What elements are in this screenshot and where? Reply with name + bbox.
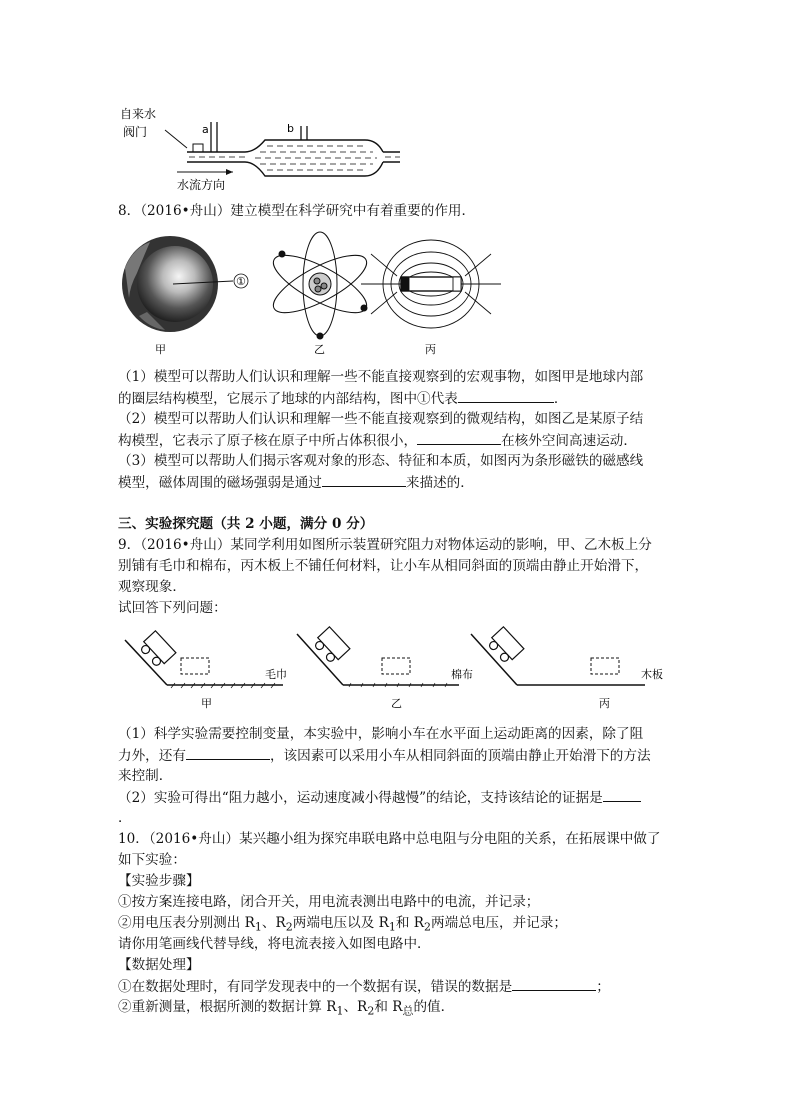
flow-label: 水流方向: [177, 178, 226, 192]
q8-figures: [115, 228, 515, 360]
data-heading: 【数据处理】: [118, 957, 200, 973]
label-b: b: [287, 122, 294, 135]
q8-p3-line2: 模型，磁体周围的磁场强弱是通过 来描述的．: [118, 472, 474, 493]
answer-blank-4[interactable]: [186, 745, 270, 760]
water-dashes: [189, 146, 400, 170]
q9-p2-line1: （2）实验可得出“阻力越小，运动速度减小得越慢”的结论，支持该结论的证据是: [118, 787, 641, 808]
q9-figure: [115, 622, 675, 718]
valve-body: [193, 144, 203, 152]
q8-p3-line1: （3）模型可以帮助人们揭示客观对象的形态、特征和本质，如图丙为条形磁铁的磁感线: [118, 453, 644, 469]
answer-blank-2[interactable]: [417, 430, 501, 445]
q9-p1-line3: 来控制．: [118, 768, 173, 784]
answer-blank-5[interactable]: [603, 787, 641, 802]
q8-p2-line1: （2）模型可以帮助人们认识和理解一些不能直接观察到的微观结构，如图乙是某原子结: [118, 411, 644, 427]
q9-fig-label-bing: 丙: [599, 697, 610, 710]
surface-label-board: 木板: [641, 668, 663, 681]
fig-label-jia: 甲: [155, 343, 166, 356]
answer-blank-6[interactable]: [512, 976, 596, 991]
q8-p1-line2: 的圈层结构模型，它展示了地球的内部结构，图中①代表 ．: [118, 388, 567, 409]
data-1: ①在数据处理时，有同学发现表中的一个数据有误，错误的数据是 ；: [118, 976, 610, 997]
flow-arrow-head: [226, 169, 233, 175]
step-3: 请你用笔画线代替导线，将电流表接入如图电路中．: [118, 936, 431, 952]
answer-blank-3[interactable]: [322, 472, 406, 487]
water-pipe-figure: [115, 100, 405, 195]
q9-line3: 观察现象．: [118, 579, 186, 595]
q9-p2-line2: ．: [118, 810, 132, 826]
magnet-field-model: [361, 240, 501, 328]
q9-p1-line1: （1）科学实验需要控制变量，本实验中，影响小车在水平面上运动距离的因素，除了阻: [118, 726, 644, 742]
step-2: ②用电压表分别测出 $R_1$、$R_2$两端电压以及 $R_1$和 $R_2$两端总电压，并记录；: [118, 915, 567, 934]
step-1: ①按方案连接电路，闭合开关，用电流表测出电路中的电流，并记录；: [118, 894, 540, 910]
q9-line1: 9．（2016•舟山）某同学利用如图所示装置研究阻力对物体运动的影响，甲、乙木板上分: [118, 537, 652, 553]
q9-prompt: 试回答下列问题：: [118, 600, 227, 616]
section-heading: 三、实验探究题（共 2 小题，满分 0 分）: [118, 516, 374, 532]
q9-line2: 别铺有毛巾和棉布，丙木板上不铺任何材料，让小车从相同斜面的顶端由静止开始滑下，: [118, 558, 649, 574]
q10-line1: 10．（2016•舟山）某兴趣小组为探究串联电路中总电阻与分电阻的关系，在拓展课中做了: [118, 831, 661, 847]
surface-label-cotton: 棉布: [451, 668, 473, 681]
data-2: ②重新测量，根据所测的数据计算 $R_1$、$R_2$和 $R_总$的值．: [118, 999, 455, 1018]
ramp-setup-jia: [125, 631, 283, 688]
atom-model: [266, 232, 374, 339]
valve-label-line2: 阀门: [123, 125, 148, 139]
ramp-setup-yi: [297, 627, 459, 687]
q9-fig-label-yi: 乙: [391, 697, 402, 710]
valve-label-line1: 自来水: [120, 107, 157, 121]
q9-p1-line2: 力外，还有 ，该因素可以采用小车从相同斜面的顶端由静止开始滑下的方法: [118, 745, 651, 766]
earth-marker: ①: [236, 275, 246, 288]
valve-pointer: [165, 130, 187, 148]
steps-heading: 【实验步骤】: [118, 873, 200, 889]
q8-title: 8．（2016•舟山）建立模型在科学研究中有着重要的作用．: [118, 203, 476, 219]
q8-p1-line1: （1）模型可以帮助人们认识和理解一些不能直接观察到的宏观事物，如图甲是地球内部: [118, 369, 644, 385]
fig-label-bing: 丙: [425, 343, 436, 356]
q8-p2-line2: 构模型，它表示了原子核在原子中所占体积很小， 在核外空间高速运动．: [118, 430, 637, 451]
surface-label-towel: 毛巾: [265, 668, 287, 681]
fig-label-yi: 乙: [314, 343, 325, 356]
ramp-setup-bing: [471, 627, 645, 685]
label-a: a: [202, 123, 209, 136]
answer-blank-1[interactable]: [458, 388, 554, 403]
earth-model: [122, 236, 248, 332]
q10-line2: 如下实验：: [118, 852, 186, 868]
q9-fig-label-jia: 甲: [201, 697, 212, 710]
